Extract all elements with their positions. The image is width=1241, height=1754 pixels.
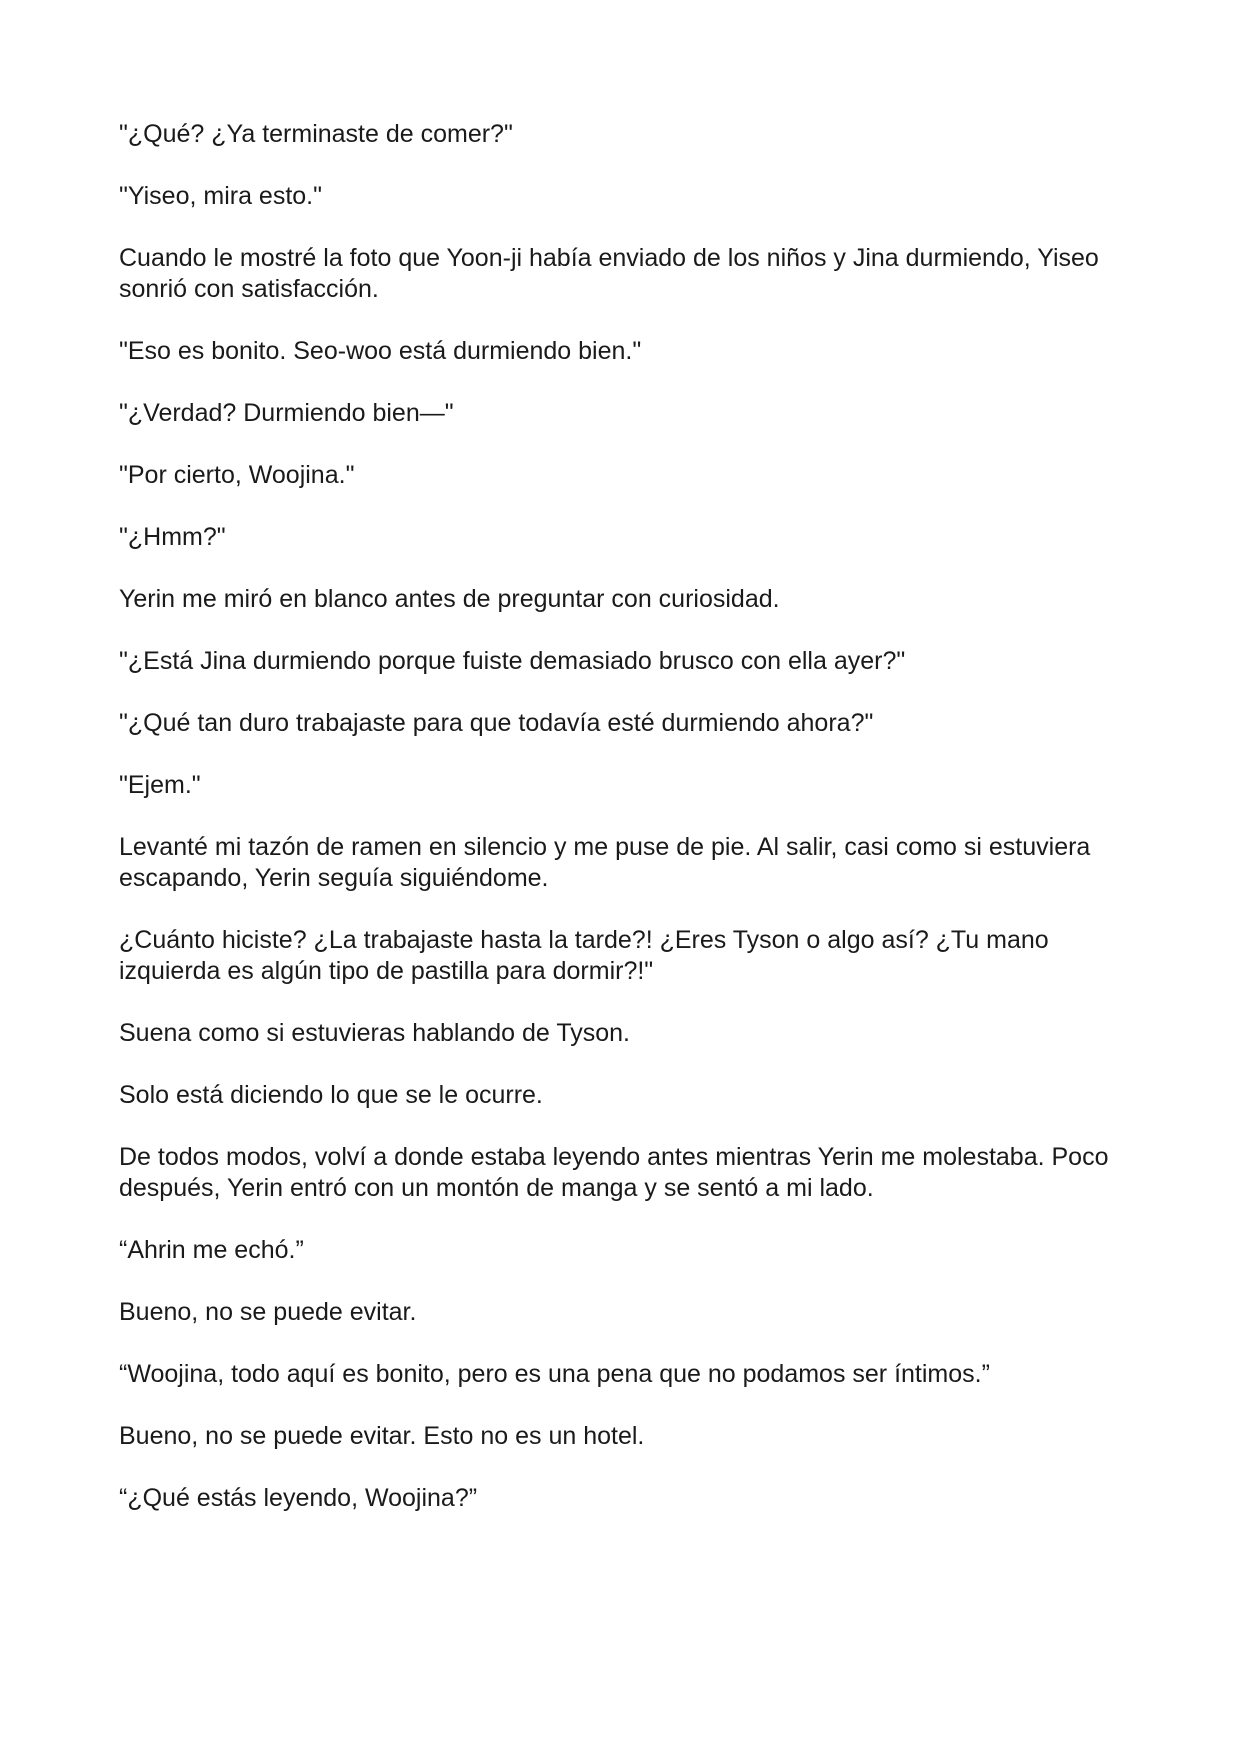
paragraph: De todos modos, volví a donde estaba leyendo antes mientras Yerin me molestaba. Poco después, Yerin entró con un montón de manga y se sentó a mi lado. bbox=[119, 1143, 1109, 1202]
paragraph: Levanté mi tazón de ramen en silencio y me puse de pie. Al salir, casi como si estuviera escapando, Yerin seguía siguiéndome. bbox=[119, 833, 1091, 892]
paragraph: "Ejem." bbox=[119, 771, 201, 799]
paragraph: "¿Hmm?" bbox=[119, 523, 226, 551]
paragraph: Cuando le mostré la foto que Yoon-ji había enviado de los niños y Jina durmiendo, Yiseo sonrió con satisfacción. bbox=[119, 244, 1099, 303]
paragraph: “Ahrin me echó.” bbox=[119, 1236, 304, 1264]
paragraph: Bueno, no se puede evitar. bbox=[119, 1298, 417, 1326]
paragraph: Suena como si estuvieras hablando de Tyson. bbox=[119, 1019, 630, 1047]
paragraph: "¿Qué? ¿Ya terminaste de comer?" bbox=[119, 120, 513, 148]
paragraph: "Yiseo, mira esto." bbox=[119, 182, 323, 210]
paragraph: Yerin me miró en blanco antes de preguntar con curiosidad. bbox=[119, 585, 780, 613]
paragraph: Bueno, no se puede evitar. Esto no es un hotel. bbox=[119, 1422, 645, 1450]
page-body bbox=[119, 119, 1129, 1545]
paragraph: "¿Qué tan duro trabajaste para que todavía esté durmiendo ahora?" bbox=[119, 709, 874, 737]
paragraph: Solo está diciendo lo que se le ocurre. bbox=[119, 1081, 543, 1109]
paragraph: "¿Está Jina durmiendo porque fuiste demasiado brusco con ella ayer?" bbox=[119, 647, 906, 675]
paragraph: "Eso es bonito. Seo-woo está durmiendo bien." bbox=[119, 337, 642, 365]
paragraph: "¿Verdad? Durmiendo bien—" bbox=[119, 399, 454, 427]
paragraph: "Por cierto, Woojina." bbox=[119, 461, 355, 489]
paragraph: “Woojina, todo aquí es bonito, pero es una pena que no podamos ser íntimos.” bbox=[119, 1360, 990, 1388]
paragraph: ¿Cuánto hiciste? ¿La trabajaste hasta la tarde?! ¿Eres Tyson o algo así? ¿Tu mano izquierda es algún tipo de pastilla para dormir?!" bbox=[119, 926, 1049, 985]
paragraph: “¿Qué estás leyendo, Woojina?” bbox=[119, 1484, 478, 1512]
